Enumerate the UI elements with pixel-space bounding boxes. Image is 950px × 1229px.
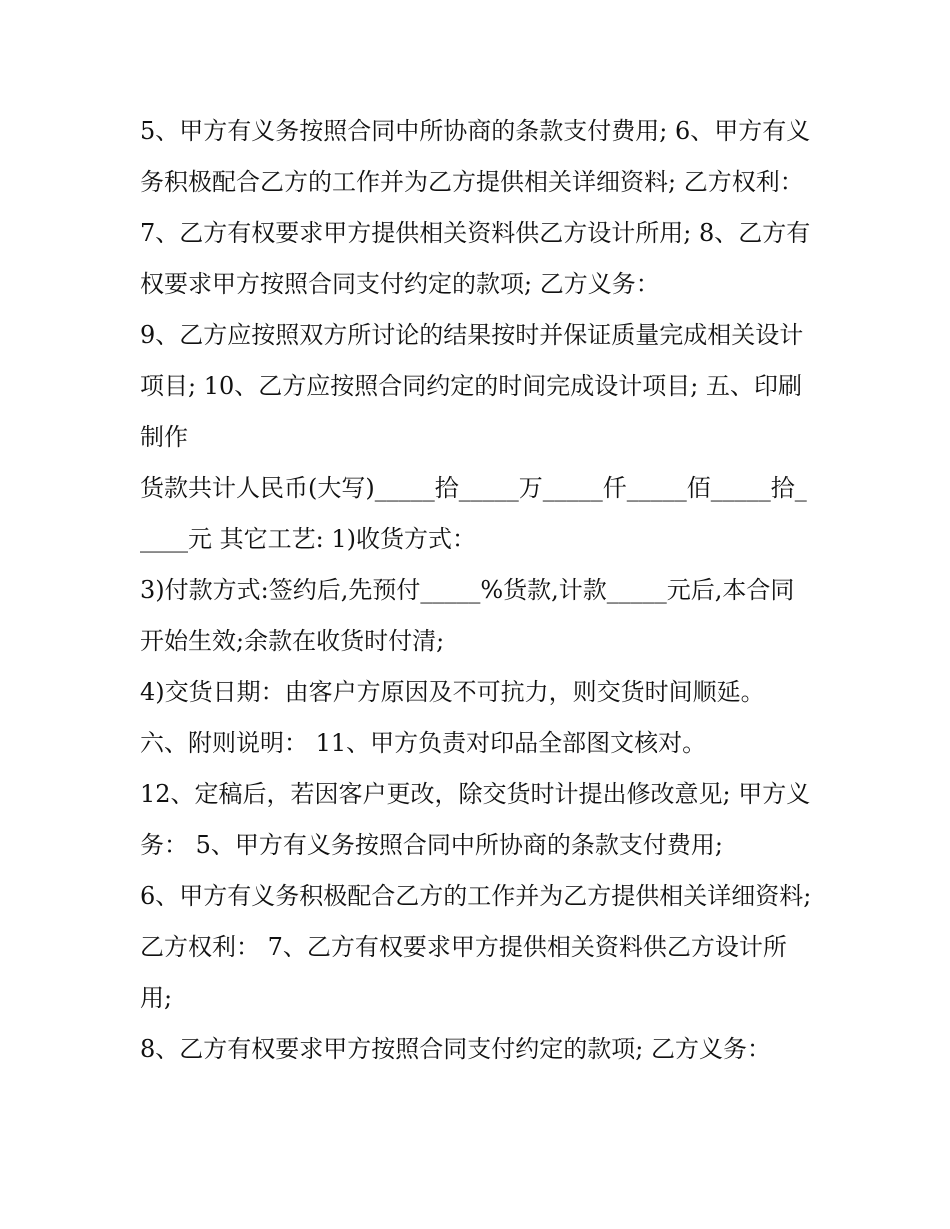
paragraph: 4)交货日期：由客户方原因及不可抗力，则交货时间顺延。 [140,678,765,706]
paragraph: 8、乙方有权要求甲方按照合同支付约定的款项; 乙方义务： [140,1035,771,1063]
paragraph: 9、乙方应按照双方所讨论的结果按时并保证质量完成相关设计项目; 10、乙方应按照合同约定的时间完成设计项目; 五、印刷制作 [140,321,804,451]
paragraph: 3)付款方式:签约后,先预付_____%货款,计款_____元后,本合同开始生效;余款在收货时付清; [140,576,795,655]
paragraph: 7、乙方有权要求甲方提供相关资料供乙方设计所用; 8、乙方有权要求甲方按照合同支付约定的款项; 乙方义务： [140,219,811,298]
paragraph: 5、甲方有义务按照合同中所协商的条款支付费用; 6、甲方有义务积极配合乙方的工作并为乙方提供相关详细资料; 乙方权利： [140,117,811,196]
paragraph: 货款共计人民币(大写)_____拾_____万_____仟_____佰_____拾_____元 其它工艺: 1)收货方式： [140,474,807,553]
paragraph: 12、定稿后，若因客户更改，除交货时计提出修改意见; 甲方义务： 5、甲方有义务按照合同中所协商的条款支付费用; [140,780,811,859]
paragraph: 6、甲方有义务积极配合乙方的工作并为乙方提供相关详细资料; 乙方权利： 7、乙方有权要求甲方提供相关资料供乙方设计所用; [140,882,812,1012]
paragraph: 六、附则说明： 11、甲方负责对印品全部图文核对。 [140,729,707,757]
document-body [140,106,815,1075]
